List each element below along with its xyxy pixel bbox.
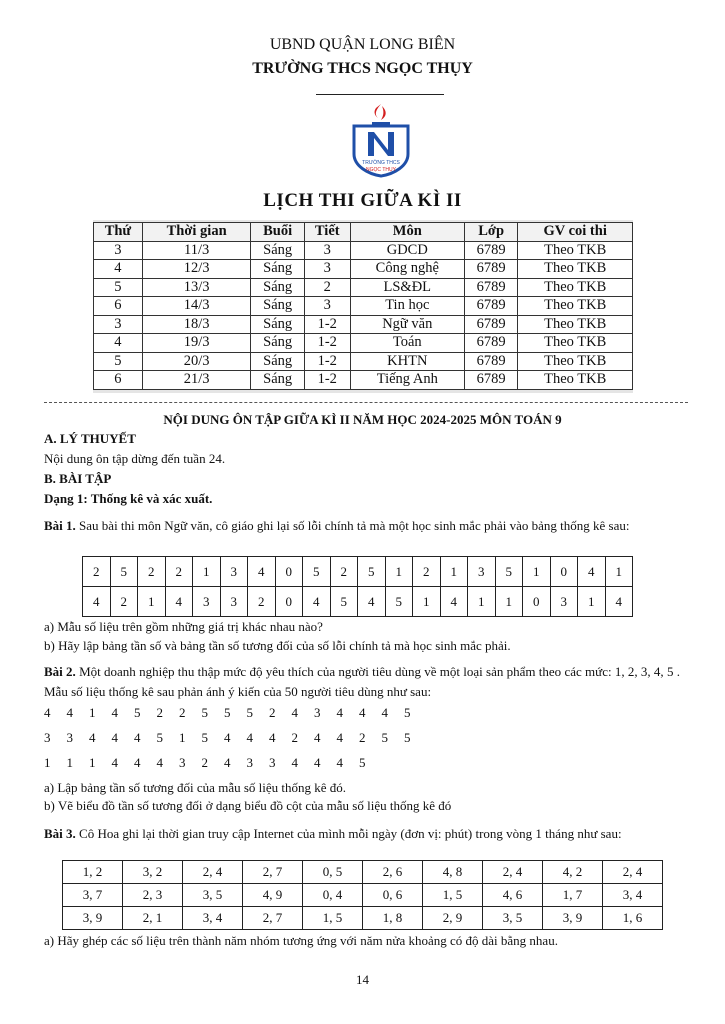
schedule-cell: 6789 xyxy=(464,278,517,297)
bai2-text: Một doanh nghiệp thu thập mức độ yêu thích của người tiêu dùng về một loại sản phẩm theo các mức: 1, 2, 3, 4, 5 . Mẫu số liệu thống kê sau phản ánh ý kiến của 50 người tiêu dùng như sau: xyxy=(44,664,680,699)
bai3-cell: 4, 6 xyxy=(483,884,543,907)
school-name: TRƯỜNG THCS NGỌC THỤY xyxy=(252,60,473,77)
schedule-cell: 19/3 xyxy=(142,334,251,353)
bai2-value: 4 xyxy=(111,705,118,720)
bai1-cell: 0 xyxy=(275,587,303,617)
bai2-value: 4 xyxy=(336,730,343,745)
bai3-cell: 1, 7 xyxy=(543,884,603,907)
logo-text-1: TRƯỜNG THCS xyxy=(362,160,400,166)
bai1-cell: 4 xyxy=(248,557,276,587)
bai1-label: Bài 1. xyxy=(44,518,76,533)
schedule-cell: Sáng xyxy=(251,315,304,334)
bai1-cell: 5 xyxy=(303,557,331,587)
bai3-cell: 2, 4 xyxy=(483,861,543,884)
schedule-cell: 5 xyxy=(94,278,143,297)
schedule-cell: Sáng xyxy=(251,371,304,390)
school-logo xyxy=(348,102,414,178)
bai2-value: 5 xyxy=(201,730,208,745)
schedule-cell: 4 xyxy=(94,334,143,353)
schedule-cell: 1-2 xyxy=(304,352,350,371)
bai2-value: 5 xyxy=(156,730,163,745)
part-a-heading: A. LÝ THUYẾT xyxy=(44,431,136,446)
schedule-cell: 3 xyxy=(304,241,350,260)
bai2-value: 2 xyxy=(156,705,163,720)
bai2-value: 4 xyxy=(359,705,366,720)
schedule-cell: Tiếng Anh xyxy=(350,371,464,390)
bai2-value: 2 xyxy=(269,705,276,720)
bai2-value: 1 xyxy=(44,755,51,770)
schedule-cell: 6789 xyxy=(464,297,517,316)
schedule-cell: 6789 xyxy=(464,315,517,334)
bai3-cell: 0, 6 xyxy=(363,884,423,907)
bai3-question-a: a) Hãy ghép các số liệu trên thành năm nhóm tương ứng với năm nửa khoảng có độ dài bằng nhau. xyxy=(44,933,558,948)
bai1-cell: 4 xyxy=(83,587,111,617)
bai2-value: 4 xyxy=(111,755,118,770)
bai2-value: 1 xyxy=(89,705,96,720)
part-a-text: Nội dung ôn tập dừng đến tuần 24. xyxy=(44,451,226,466)
schedule-cell: 1-2 xyxy=(304,315,350,334)
bai2-value: 3 xyxy=(269,755,276,770)
bai3-cell: 2, 4 xyxy=(183,861,243,884)
logo-text-2: NGỌC THỤY xyxy=(366,167,396,173)
schedule-cell: 12/3 xyxy=(142,260,251,279)
schedule-cell: 6 xyxy=(94,297,143,316)
bai2-value: 5 xyxy=(404,730,411,745)
bai3-cell: 1, 8 xyxy=(363,907,423,930)
bai1-cell: 3 xyxy=(220,587,248,617)
bai1-table xyxy=(82,556,633,617)
schedule-cell: Sáng xyxy=(251,278,304,297)
bai3-cell: 2, 6 xyxy=(363,861,423,884)
bai2-value: 3 xyxy=(66,730,73,745)
bai2-value: 3 xyxy=(44,730,51,745)
bai3-cell: 4, 9 xyxy=(243,884,303,907)
bai1-cell: 1 xyxy=(440,557,468,587)
bai3-row xyxy=(63,861,663,884)
bai1-cell: 5 xyxy=(110,557,138,587)
bai1-cell: 1 xyxy=(138,587,166,617)
bai2-value: 3 xyxy=(246,755,253,770)
bai2-value: 4 xyxy=(134,730,141,745)
bai2-value: 4 xyxy=(314,755,321,770)
schedule-row xyxy=(94,278,633,297)
schedule-cell: 6789 xyxy=(464,352,517,371)
bai2-value: 5 xyxy=(404,705,411,720)
schedule-cell: 14/3 xyxy=(142,297,251,316)
bai2-value: 5 xyxy=(134,705,141,720)
bai2-label: Bài 2. xyxy=(44,664,76,679)
bai3-cell: 3, 4 xyxy=(603,884,663,907)
bai2-value: 5 xyxy=(201,705,208,720)
schedule-cell: 20/3 xyxy=(142,352,251,371)
schedule-cell: 5 xyxy=(94,352,143,371)
bai3-cell: 3, 2 xyxy=(123,861,183,884)
schedule-cell: 2 xyxy=(304,278,350,297)
bai1-cell: 5 xyxy=(358,557,386,587)
bai3-row xyxy=(63,907,663,930)
schedule-cell: 3 xyxy=(94,241,143,260)
bai3-cell: 2, 7 xyxy=(243,907,303,930)
bai2-data-row xyxy=(44,755,382,775)
bai2-value: 4 xyxy=(269,730,276,745)
bai2-value: 1 xyxy=(66,755,73,770)
bai1-cell: 2 xyxy=(83,557,111,587)
bai3-cell: 1, 5 xyxy=(423,884,483,907)
bai1-cell: 2 xyxy=(413,557,441,587)
bai3-cell: 3, 7 xyxy=(63,884,123,907)
bai3-label: Bài 3. xyxy=(44,826,76,841)
bai3-cell: 0, 5 xyxy=(303,861,363,884)
bai3-cell: 3, 5 xyxy=(183,884,243,907)
bai2-question-a: a) Lập bảng tần số tương đối của mẫu số liệu thống kê đó. xyxy=(44,780,347,795)
bai3-cell: 2, 1 xyxy=(123,907,183,930)
schedule-cell: 3 xyxy=(94,315,143,334)
bai2-question-b: b) Vẽ biểu đồ tần số tương đối ở dạng biểu đồ cột của mẫu số liệu thống kê đó xyxy=(44,798,452,813)
schedule-cell: Theo TKB xyxy=(518,241,633,260)
schedule-cell: 1-2 xyxy=(304,371,350,390)
bai2-value: 1 xyxy=(89,755,96,770)
bai3-cell: 2, 3 xyxy=(123,884,183,907)
schedule-row xyxy=(94,371,633,390)
bai2-statement xyxy=(44,662,680,702)
bai2-value: 4 xyxy=(89,730,96,745)
bai1-cell: 2 xyxy=(138,557,166,587)
bai1-cell: 3 xyxy=(550,587,578,617)
schedule-cell: 6789 xyxy=(464,260,517,279)
bai3-cell: 3, 4 xyxy=(183,907,243,930)
schedule-cell: 6789 xyxy=(464,371,517,390)
schedule-cell: Theo TKB xyxy=(518,371,633,390)
bai2-value: 4 xyxy=(156,755,163,770)
bai2-value: 4 xyxy=(224,755,231,770)
bai1-statement xyxy=(44,516,680,536)
schedule-cell: KHTN xyxy=(350,352,464,371)
type1-heading: Dạng 1: Thống kê và xác xuất. xyxy=(44,491,213,506)
bai1-cell: 1 xyxy=(578,587,606,617)
schedule-header-cell: Môn xyxy=(350,223,464,242)
bai1-cell: 2 xyxy=(248,587,276,617)
bai1-cell: 4 xyxy=(605,587,633,617)
schedule-header-cell: Tiết xyxy=(304,223,350,242)
bai1-row xyxy=(83,587,633,617)
schedule-row xyxy=(94,260,633,279)
bai1-cell: 1 xyxy=(605,557,633,587)
schedule-cell: GDCD xyxy=(350,241,464,260)
bai2-data-row xyxy=(44,730,427,750)
schedule-header-cell: GV coi thi xyxy=(518,223,633,242)
part-b-heading: B. BÀI TẬP xyxy=(44,471,112,486)
bai3-cell: 2, 7 xyxy=(243,861,303,884)
bai1-cell: 4 xyxy=(165,587,193,617)
bai2-value: 4 xyxy=(381,705,388,720)
schedule-cell: 3 xyxy=(304,260,350,279)
bai2-value: 4 xyxy=(224,730,231,745)
bai3-cell: 3, 5 xyxy=(483,907,543,930)
bai3-cell: 0, 4 xyxy=(303,884,363,907)
schedule-cell: Theo TKB xyxy=(518,352,633,371)
schedule-cell: Theo TKB xyxy=(518,334,633,353)
schedule-title: LỊCH THI GIỮA KÌ II xyxy=(263,190,462,211)
bai1-cell: 4 xyxy=(358,587,386,617)
schedule-cell: 3 xyxy=(304,297,350,316)
schedule-cell: 4 xyxy=(94,260,143,279)
bai1-cell: 1 xyxy=(193,557,221,587)
bai1-row xyxy=(83,557,633,587)
schedule-cell: Toán xyxy=(350,334,464,353)
bai2-value: 4 xyxy=(336,755,343,770)
bai1-cell: 1 xyxy=(413,587,441,617)
schedule-header-cell: Thứ xyxy=(94,223,143,242)
bai2-value: 4 xyxy=(291,705,298,720)
schedule-cell: Sáng xyxy=(251,260,304,279)
bai2-value: 4 xyxy=(134,755,141,770)
bai2-value: 4 xyxy=(314,730,321,745)
schedule-cell: Ngữ văn xyxy=(350,315,464,334)
schedule-cell: 6 xyxy=(94,371,143,390)
bai1-cell: 5 xyxy=(385,587,413,617)
schedule-header-cell: Lớp xyxy=(464,223,517,242)
bai3-cell: 1, 2 xyxy=(63,861,123,884)
bai1-cell: 3 xyxy=(468,557,496,587)
bai2-value: 1 xyxy=(179,730,186,745)
schedule-cell: Theo TKB xyxy=(518,315,633,334)
bai2-value: 3 xyxy=(314,705,321,720)
dashed-divider xyxy=(44,402,688,403)
district-name: UBND QUẬN LONG BIÊN xyxy=(269,36,456,53)
bai1-cell: 2 xyxy=(110,587,138,617)
bai2-data-row xyxy=(44,705,427,725)
schedule-cell: Tin học xyxy=(350,297,464,316)
bai2-value: 4 xyxy=(66,705,73,720)
bai2-value: 5 xyxy=(224,705,231,720)
bai3-cell: 3, 9 xyxy=(63,907,123,930)
bai1-cell: 3 xyxy=(220,557,248,587)
schedule-cell: Sáng xyxy=(251,241,304,260)
bai2-value: 3 xyxy=(179,755,186,770)
bai3-cell: 2, 4 xyxy=(603,861,663,884)
schedule-cell: 6789 xyxy=(464,334,517,353)
schedule-cell: Theo TKB xyxy=(518,260,633,279)
bai2-value: 2 xyxy=(201,755,208,770)
schedule-cell: Công nghệ xyxy=(350,260,464,279)
bai2-value: 2 xyxy=(291,730,298,745)
schedule-cell: 21/3 xyxy=(142,371,251,390)
schedule-row xyxy=(94,315,633,334)
schedule-cell: 18/3 xyxy=(142,315,251,334)
bai1-question-a: a) Mẫu số liệu trên gồm những giá trị khác nhau nào? xyxy=(44,619,323,634)
bai1-cell: 0 xyxy=(550,557,578,587)
schedule-header-cell: Thời gian xyxy=(142,223,251,242)
bai2-value: 5 xyxy=(246,705,253,720)
bai2-value: 4 xyxy=(291,755,298,770)
schedule-cell: Sáng xyxy=(251,297,304,316)
bai2-value: 4 xyxy=(44,705,51,720)
bai3-cell: 3, 9 xyxy=(543,907,603,930)
bai2-value: 4 xyxy=(111,730,118,745)
bai1-cell: 4 xyxy=(303,587,331,617)
bai3-cell: 1, 5 xyxy=(303,907,363,930)
schedule-row xyxy=(94,334,633,353)
schedule-row xyxy=(94,241,633,260)
bai1-question-b: b) Hãy lập bảng tần số và bảng tần số tương đối của số lỗi chính tả mà học sinh mắc phải. xyxy=(44,638,511,653)
bai1-cell: 1 xyxy=(385,557,413,587)
schedule-cell: LS&ĐL xyxy=(350,278,464,297)
bai1-cell: 4 xyxy=(578,557,606,587)
schedule-row xyxy=(94,297,633,316)
bai1-cell: 0 xyxy=(275,557,303,587)
schedule-cell: Sáng xyxy=(251,352,304,371)
review-title: NỘI DUNG ÔN TẬP GIỮA KÌ II NĂM HỌC 2024-2025 MÔN TOÁN 9 xyxy=(163,412,562,427)
bai2-value: 5 xyxy=(381,730,388,745)
bai3-row xyxy=(63,884,663,907)
bai3-cell: 1, 6 xyxy=(603,907,663,930)
bai1-cell: 1 xyxy=(468,587,496,617)
bai1-cell: 3 xyxy=(193,587,221,617)
bai2-value: 2 xyxy=(179,705,186,720)
bai1-cell: 1 xyxy=(523,557,551,587)
schedule-cell: Sáng xyxy=(251,334,304,353)
schedule-row xyxy=(94,352,633,371)
bai1-cell: 5 xyxy=(330,587,358,617)
schedule-table-wrap xyxy=(93,220,633,393)
schedule-cell: Theo TKB xyxy=(518,297,633,316)
schedule-table xyxy=(93,222,633,390)
bai1-cell: 2 xyxy=(330,557,358,587)
schedule-cell: 6789 xyxy=(464,241,517,260)
schedule-cell: 11/3 xyxy=(142,241,251,260)
bai3-cell: 4, 2 xyxy=(543,861,603,884)
schedule-header-cell: Buổi xyxy=(251,223,304,242)
bai2-value: 2 xyxy=(359,730,366,745)
bai3-table xyxy=(62,860,663,930)
bai1-cell: 1 xyxy=(495,587,523,617)
bai1-text: Sau bài thi môn Ngữ văn, cô giáo ghi lại số lỗi chính tả mà một học sinh mắc phải vào bảng thống kê sau: xyxy=(75,518,630,533)
bai2-value: 5 xyxy=(359,755,366,770)
bai3-cell: 2, 9 xyxy=(423,907,483,930)
bai1-cell: 0 xyxy=(523,587,551,617)
bai1-cell: 4 xyxy=(440,587,468,617)
bai3-statement xyxy=(44,824,680,844)
bai2-value: 4 xyxy=(336,705,343,720)
schedule-cell: 13/3 xyxy=(142,278,251,297)
bai2-value: 4 xyxy=(246,730,253,745)
bai1-cell: 5 xyxy=(495,557,523,587)
bai1-cell: 2 xyxy=(165,557,193,587)
page-number: 14 xyxy=(356,972,369,987)
bai3-cell: 4, 8 xyxy=(423,861,483,884)
bai3-text: Cô Hoa ghi lại thời gian truy cập Internet của mình mỗi ngày (đơn vị: phút) trong vòng 1 tháng như sau: xyxy=(75,826,622,841)
schedule-cell: Theo TKB xyxy=(518,278,633,297)
schedule-cell: 1-2 xyxy=(304,334,350,353)
header-divider xyxy=(316,94,444,95)
